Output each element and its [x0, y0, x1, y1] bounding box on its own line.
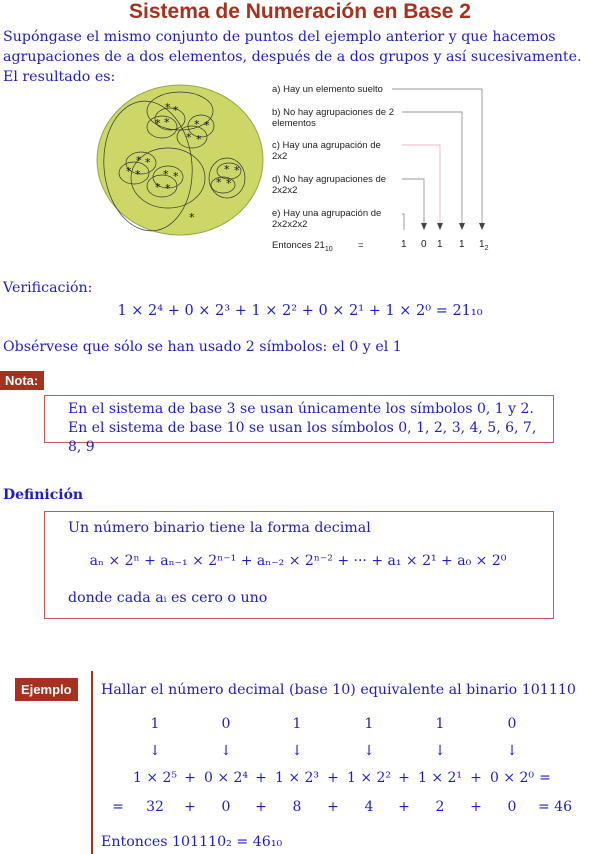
bit-4: 1: [364, 716, 374, 732]
svg-text:*: *: [186, 131, 192, 144]
label-d2: 2x2x2: [272, 185, 298, 196]
svg-text:*: *: [173, 104, 179, 117]
term-6: 0 × 2⁰: [489, 770, 535, 786]
bit-1: 1: [150, 716, 160, 732]
intro-paragraph: Supóngase el mismo conjunto de puntos del ejemplo anterior y que hacemos agrupaciones de a dos elementos, después de a dos grupos y así sucesivamente. El resultado es:: [3, 29, 582, 85]
definition-line3: donde cada aᵢ es cero o uno: [68, 590, 268, 606]
example-badge: Ejemplo: [15, 678, 78, 701]
digit-3: 1: [437, 239, 443, 250]
term-1: 1 × 2⁵: [132, 770, 178, 786]
svg-text:*: *: [194, 118, 200, 131]
connector-lines: [392, 89, 482, 230]
svg-text:*: *: [164, 116, 170, 129]
label-e2: 2x2x2x2: [272, 219, 308, 230]
svg-text:*: *: [224, 163, 230, 176]
label-a: a) Hay un elemento suelto: [272, 84, 383, 95]
arrow-heads: [421, 223, 485, 230]
value-3: 8: [292, 799, 302, 815]
down-arrow-icon: ↓: [291, 743, 303, 759]
down-arrow-icon: ↓: [506, 743, 518, 759]
values-row: [0, 799, 600, 819]
svg-text:*: *: [126, 165, 132, 178]
plus-sign: +: [470, 770, 482, 786]
value-2: 0: [221, 799, 231, 815]
svg-text:*: *: [165, 101, 171, 114]
label-b1: b) No hay agrupaciones de 2: [272, 107, 394, 118]
label-b2: elementos: [272, 118, 316, 129]
equals-sign: =: [539, 770, 551, 786]
value-5: 2: [435, 799, 445, 815]
term-5: 1 × 2¹: [417, 770, 463, 786]
value-1: 32: [146, 799, 164, 815]
definition-formula: aₙ × 2ⁿ + aₙ₋₁ × 2ⁿ⁻¹ + aₙ₋₂ × 2ⁿ⁻² + ··· + a₁ × 2¹ + a₀ × 2⁰: [89, 553, 507, 569]
term-3: 1 × 2³: [274, 770, 320, 786]
svg-text:*: *: [165, 182, 171, 195]
plus-sign: +: [255, 799, 267, 815]
label-e1: e) Hay una agrupación de: [272, 208, 382, 219]
plus-sign: +: [184, 770, 196, 786]
plus-sign: +: [327, 799, 339, 815]
svg-text:*: *: [226, 177, 232, 190]
plus-sign: +: [255, 770, 267, 786]
term-2: 0 × 2⁴: [203, 770, 249, 786]
page-title: Sistema de Numeración en Base 2: [129, 0, 471, 23]
bits-row: [0, 716, 600, 736]
example-statement: Hallar el número decimal (base 10) equivalente al binario 101110: [101, 682, 576, 698]
nota-badge: Nota:: [0, 371, 44, 390]
svg-text:*: *: [196, 133, 202, 146]
observation-text: Obsérvese que sólo se han usado 2 símbolos: el 0 y el 1: [3, 339, 402, 355]
example-conclusion: Entonces 101110₂ = 46₁₀: [101, 834, 283, 850]
svg-text:*: *: [145, 156, 151, 169]
arrows-row: [0, 743, 600, 763]
verification-formula: 1 × 2⁴ + 0 × 2³ + 1 × 2² + 0 × 2¹ + 1 × 2⁰ = 21₁₀: [117, 303, 483, 319]
down-arrow-icon: ↓: [149, 743, 161, 759]
down-arrow-icon: ↓: [363, 743, 375, 759]
plus-sign: +: [470, 799, 482, 815]
equals-sign: =: [112, 799, 124, 815]
svg-text:*: *: [234, 164, 240, 177]
svg-text:*: *: [155, 117, 161, 130]
svg-text:*: *: [155, 181, 161, 194]
bit-5: 1: [435, 716, 445, 732]
bit-2: 0: [221, 716, 231, 732]
svg-text:*: *: [135, 168, 141, 181]
label-d1: d) No hay agrupaciones de: [272, 174, 387, 185]
total-value: = 46: [538, 799, 572, 815]
svg-text:*: *: [173, 170, 179, 183]
down-arrow-icon: ↓: [434, 743, 446, 759]
outer-disc: [97, 85, 263, 235]
term-4: 1 × 2²: [346, 770, 392, 786]
plus-sign: +: [327, 770, 339, 786]
down-arrow-icon: ↓: [220, 743, 232, 759]
svg-text:*: *: [204, 119, 210, 132]
result-equals: =: [358, 240, 364, 251]
value-4: 4: [364, 799, 374, 815]
svg-text:*: *: [163, 168, 169, 181]
digit-5: $1_2$: [479, 239, 489, 252]
verification-heading: Verificación:: [3, 280, 93, 296]
svg-text:*: *: [189, 211, 195, 224]
digit-4: 1: [459, 239, 465, 250]
svg-text:*: *: [136, 154, 142, 167]
plus-sign: +: [398, 770, 410, 786]
result-label: Entonces $21_{10}$: [272, 240, 333, 253]
nota-text: En el sistema de base 3 se usan únicamente los símbolos 0, 1 y 2. En el sistema de base 10 se usan los símbolos 0, 1, 2, 3, 4, 5, 6, 7, 8, 9: [68, 401, 537, 455]
bit-3: 1: [292, 716, 302, 732]
plus-sign: +: [184, 799, 196, 815]
digit-2: 0: [421, 239, 427, 250]
definition-line1: Un número binario tiene la forma decimal: [68, 520, 371, 536]
svg-text:*: *: [216, 176, 222, 189]
label-c2: 2x2: [272, 151, 288, 162]
digit-1: 1: [401, 239, 407, 250]
definition-heading: Definición: [3, 487, 84, 503]
value-6: 0: [507, 799, 517, 815]
terms-row: [0, 770, 600, 790]
label-c1: c) Hay una agrupación de: [272, 140, 381, 151]
bit-6: 0: [507, 716, 517, 732]
plus-sign: +: [398, 799, 410, 815]
